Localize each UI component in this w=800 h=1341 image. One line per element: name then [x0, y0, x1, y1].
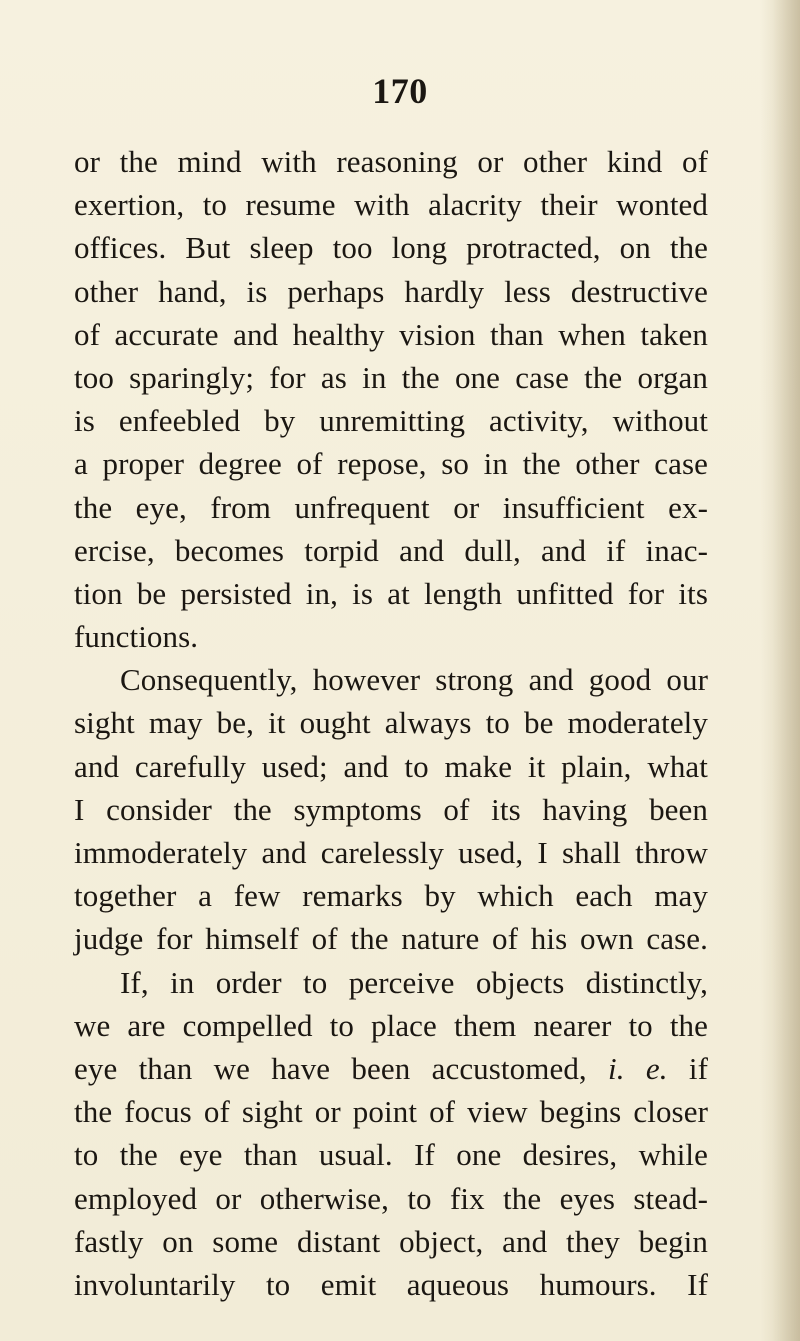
- text-line: to the eye than usual. If one desires, while: [74, 1137, 708, 1173]
- text-line: exertion, to resume with alacrity their wonted: [74, 187, 708, 223]
- body-text: [74, 140, 708, 1306]
- page-number: 170: [372, 71, 428, 111]
- text-line: and carefully used; and to make it plain, what: [74, 748, 708, 784]
- text-fragment: if: [688, 1050, 708, 1086]
- text-line: employed or otherwise, to fix the eyes stead-: [74, 1180, 708, 1216]
- text-line: functions.: [74, 619, 199, 655]
- text-line: is enfeebled by unremitting activity, without: [74, 403, 708, 439]
- text-line: a proper degree of repose, so in the other case: [74, 446, 708, 482]
- text-line: I consider the symptoms of its having been: [74, 791, 708, 827]
- text-line: sight may be, it ought always to be moderately: [74, 705, 708, 741]
- text-fragment: eye than we have been accustomed,: [74, 1050, 587, 1086]
- text-line-with-italic: [74, 1047, 708, 1090]
- italic-abbreviation: i. e.: [608, 1050, 668, 1086]
- text-line: immoderately and carelessly used, I shall throw: [74, 835, 708, 870]
- text-line: or the mind with reasoning or other kind of: [74, 144, 708, 179]
- paragraph-start-line: Consequently, however strong and good our: [120, 662, 708, 698]
- text-line: we are compelled to place them nearer to the: [74, 1007, 708, 1043]
- paragraph-start-line: If, in order to perceive objects distinctly,: [120, 964, 708, 1000]
- text-line: other hand, is perhaps hardly less destructive: [74, 273, 708, 309]
- text-line: the focus of sight or point of view begins closer: [74, 1094, 708, 1130]
- page-gutter-shadow: [772, 0, 800, 1341]
- text-line: involuntarily to emit aqueous humours. If: [74, 1266, 708, 1302]
- text-line: fastly on some distant object, and they begin: [74, 1223, 708, 1259]
- text-line: together a few remarks by which each may: [74, 878, 708, 914]
- text-line: ercise, becomes torpid and dull, and if inac-: [74, 532, 708, 568]
- text-line: the eye, from unfrequent or insufficient ex-: [74, 489, 708, 525]
- text-line: too sparingly; for as in the one case the organ: [74, 359, 708, 395]
- text-line: of accurate and healthy vision than when taken: [74, 316, 708, 352]
- text-line: offices. But sleep too long protracted, on the: [74, 230, 708, 266]
- text-line: judge for himself of the nature of his own case.: [74, 921, 708, 957]
- text-line: tion be persisted in, is at length unfitted for its: [74, 575, 708, 611]
